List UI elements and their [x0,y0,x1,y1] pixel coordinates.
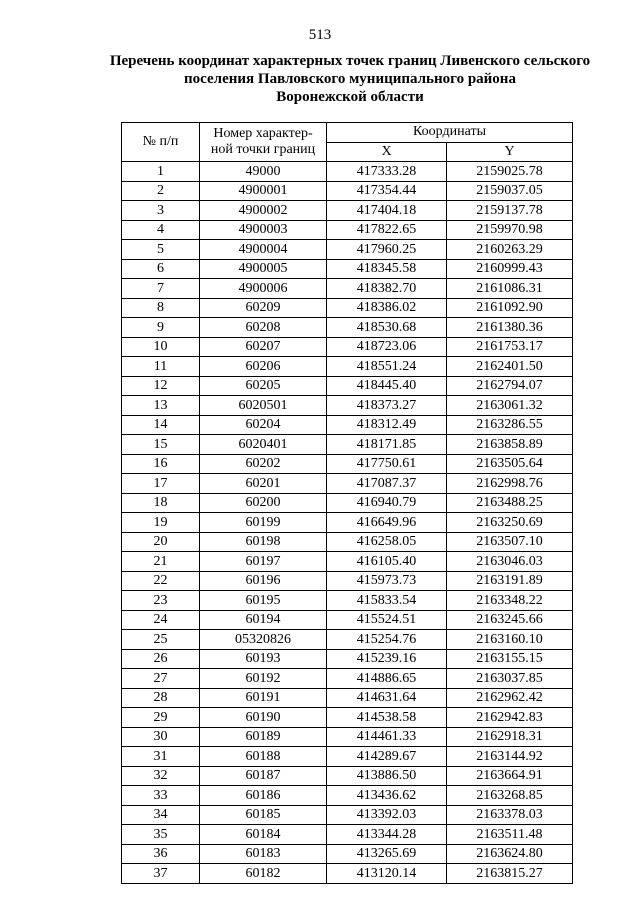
cell-point-number: 4900003 [200,220,327,240]
cell-point-number: 60202 [200,454,327,474]
cell-point-number: 60183 [200,844,327,864]
cell-num: 1 [122,162,200,182]
cell-point-number: 60188 [200,747,327,767]
cell-num: 14 [122,415,200,435]
cell-y: 2163245.66 [447,610,573,630]
cell-x: 417333.28 [327,162,447,182]
cell-x: 418345.58 [327,259,447,279]
table-row [122,766,573,786]
table-row [122,162,573,182]
cell-y: 2161753.17 [447,337,573,357]
table-row [122,415,573,435]
table-row [122,240,573,260]
cell-x: 413344.28 [327,825,447,845]
cell-y: 2159025.78 [447,162,573,182]
table-row [122,318,573,338]
cell-point-number: 60198 [200,532,327,552]
cell-y: 2161380.36 [447,318,573,338]
cell-x: 416105.40 [327,552,447,572]
title-line-1: Перечень координат характерных точек границ Ливенского сельского [109,53,591,69]
cell-point-number: 49000 [200,162,327,182]
cell-point-number: 60195 [200,591,327,611]
cell-y: 2163488.25 [447,493,573,513]
cell-x: 414631.64 [327,688,447,708]
cell-x: 417404.18 [327,201,447,221]
cell-point-number: 4900001 [200,181,327,201]
table-row [122,610,573,630]
cell-num: 29 [122,708,200,728]
header-point-line-1: Номер характер- [213,126,313,141]
cell-x: 418551.24 [327,357,447,377]
cell-num: 28 [122,688,200,708]
cell-x: 418382.70 [327,279,447,299]
header-row [122,123,573,143]
cell-x: 415524.51 [327,610,447,630]
cell-y: 2159137.78 [447,201,573,221]
cell-y: 2163061.32 [447,396,573,416]
cell-y: 2163624.80 [447,844,573,864]
cell-y: 2163155.15 [447,649,573,669]
table-row [122,532,573,552]
cell-point-number: 4900004 [200,240,327,260]
cell-y: 2163507.10 [447,532,573,552]
cell-num: 23 [122,591,200,611]
cell-num: 3 [122,201,200,221]
cell-num: 9 [122,318,200,338]
cell-y: 2163348.22 [447,591,573,611]
cell-num: 6 [122,259,200,279]
cell-x: 413886.50 [327,766,447,786]
cell-x: 417822.65 [327,220,447,240]
table-row [122,513,573,533]
cell-num: 13 [122,396,200,416]
cell-x: 414538.58 [327,708,447,728]
table-row [122,259,573,279]
cell-x: 414289.67 [327,747,447,767]
cell-y: 2162942.83 [447,708,573,728]
cell-num: 7 [122,279,200,299]
cell-y: 2163144.92 [447,747,573,767]
table-row [122,844,573,864]
table-row [122,435,573,455]
title-line-2: поселения Павловского муниципального района [184,71,516,87]
cell-y: 2163268.85 [447,786,573,806]
cell-num: 31 [122,747,200,767]
table-body [122,162,573,884]
cell-y: 2163858.89 [447,435,573,455]
cell-point-number: 60184 [200,825,327,845]
cell-x: 418312.49 [327,415,447,435]
table-row [122,669,573,689]
cell-y: 2162962.42 [447,688,573,708]
cell-point-number: 60197 [200,552,327,572]
cell-point-number: 05320826 [200,630,327,650]
table-row [122,747,573,767]
cell-x: 416258.05 [327,532,447,552]
table-row [122,786,573,806]
cell-x: 414886.65 [327,669,447,689]
cell-x: 417354.44 [327,181,447,201]
cell-y: 2161086.31 [447,279,573,299]
cell-x: 416649.96 [327,513,447,533]
cell-x: 418171.85 [327,435,447,455]
cell-num: 15 [122,435,200,455]
cell-point-number: 4900002 [200,201,327,221]
cell-y: 2160999.43 [447,259,573,279]
cell-x: 418445.40 [327,376,447,396]
table-row [122,376,573,396]
header-y: Y [447,142,573,162]
cell-point-number: 60182 [200,864,327,884]
cell-x: 415239.16 [327,649,447,669]
table-row [122,708,573,728]
cell-num: 17 [122,474,200,494]
table-row [122,591,573,611]
cell-point-number: 60209 [200,298,327,318]
cell-y: 2163191.89 [447,571,573,591]
document-title [100,52,600,106]
cell-point-number: 6020501 [200,396,327,416]
cell-y: 2163046.03 [447,552,573,572]
cell-x: 418723.06 [327,337,447,357]
cell-point-number: 60208 [200,318,327,338]
cell-point-number: 6020401 [200,435,327,455]
cell-point-number: 60185 [200,805,327,825]
cell-point-number: 60186 [200,786,327,806]
cell-y: 2163815.27 [447,864,573,884]
table-row [122,805,573,825]
table-row [122,864,573,884]
cell-x: 418386.02 [327,298,447,318]
cell-num: 26 [122,649,200,669]
cell-x: 418530.68 [327,318,447,338]
cell-num: 35 [122,825,200,845]
cell-x: 417750.61 [327,454,447,474]
table-row [122,552,573,572]
cell-x: 413120.14 [327,864,447,884]
table-row [122,571,573,591]
cell-num: 8 [122,298,200,318]
header-point-line-2: ной точки границ [210,142,316,157]
cell-point-number: 60190 [200,708,327,728]
cell-y: 2163378.03 [447,805,573,825]
cell-point-number: 60206 [200,357,327,377]
cell-y: 2159037.05 [447,181,573,201]
table-row [122,630,573,650]
cell-num: 5 [122,240,200,260]
cell-x: 416940.79 [327,493,447,513]
header-num: № п/п [122,123,200,162]
cell-num: 25 [122,630,200,650]
cell-point-number: 60196 [200,571,327,591]
cell-y: 2159970.98 [447,220,573,240]
table-row [122,649,573,669]
cell-point-number: 60189 [200,727,327,747]
cell-point-number: 60199 [200,513,327,533]
cell-x: 413436.62 [327,786,447,806]
title-line-3: Воронежской области [276,89,424,105]
cell-point-number: 60200 [200,493,327,513]
cell-y: 2163286.55 [447,415,573,435]
cell-y: 2163511.48 [447,825,573,845]
cell-num: 30 [122,727,200,747]
cell-point-number: 4900005 [200,259,327,279]
cell-point-number: 60201 [200,474,327,494]
table-row [122,201,573,221]
cell-point-number: 60187 [200,766,327,786]
cell-num: 12 [122,376,200,396]
table-row [122,454,573,474]
cell-x: 415254.76 [327,630,447,650]
cell-num: 37 [122,864,200,884]
cell-num: 11 [122,357,200,377]
table-row [122,181,573,201]
cell-x: 414461.33 [327,727,447,747]
cell-y: 2162918.31 [447,727,573,747]
table-row [122,493,573,513]
cell-point-number: 60204 [200,415,327,435]
cell-num: 4 [122,220,200,240]
cell-point-number: 60207 [200,337,327,357]
cell-point-number: 4900006 [200,279,327,299]
table-row [122,279,573,299]
table-row [122,298,573,318]
table-row [122,337,573,357]
cell-num: 36 [122,844,200,864]
cell-x: 417960.25 [327,240,447,260]
cell-num: 22 [122,571,200,591]
table-row [122,474,573,494]
cell-num: 16 [122,454,200,474]
cell-y: 2162998.76 [447,474,573,494]
coordinates-table [121,122,573,884]
cell-num: 21 [122,552,200,572]
cell-x: 415833.54 [327,591,447,611]
cell-y: 2163160.10 [447,630,573,650]
cell-num: 2 [122,181,200,201]
cell-point-number: 60194 [200,610,327,630]
header-coordinates: Координаты [327,123,573,143]
cell-y: 2160263.29 [447,240,573,260]
cell-y: 2163664.91 [447,766,573,786]
cell-x: 418373.27 [327,396,447,416]
cell-num: 33 [122,786,200,806]
cell-y: 2163505.64 [447,454,573,474]
table-row [122,688,573,708]
header-x: X [327,142,447,162]
table-row [122,357,573,377]
table-row [122,396,573,416]
cell-num: 32 [122,766,200,786]
cell-y: 2161092.90 [447,298,573,318]
header-point [200,123,327,162]
cell-num: 24 [122,610,200,630]
cell-y: 2163037.85 [447,669,573,689]
cell-num: 20 [122,532,200,552]
cell-y: 2162794.07 [447,376,573,396]
cell-point-number: 60205 [200,376,327,396]
table-row [122,825,573,845]
table-row [122,220,573,240]
table-row [122,727,573,747]
cell-num: 19 [122,513,200,533]
cell-x: 415973.73 [327,571,447,591]
cell-point-number: 60192 [200,669,327,689]
cell-x: 417087.37 [327,474,447,494]
cell-point-number: 60191 [200,688,327,708]
page-number: 513 [308,27,332,43]
cell-x: 413392.03 [327,805,447,825]
cell-num: 18 [122,493,200,513]
cell-num: 27 [122,669,200,689]
cell-y: 2163250.69 [447,513,573,533]
cell-x: 413265.69 [327,844,447,864]
cell-y: 2162401.50 [447,357,573,377]
cell-num: 34 [122,805,200,825]
cell-num: 10 [122,337,200,357]
cell-point-number: 60193 [200,649,327,669]
